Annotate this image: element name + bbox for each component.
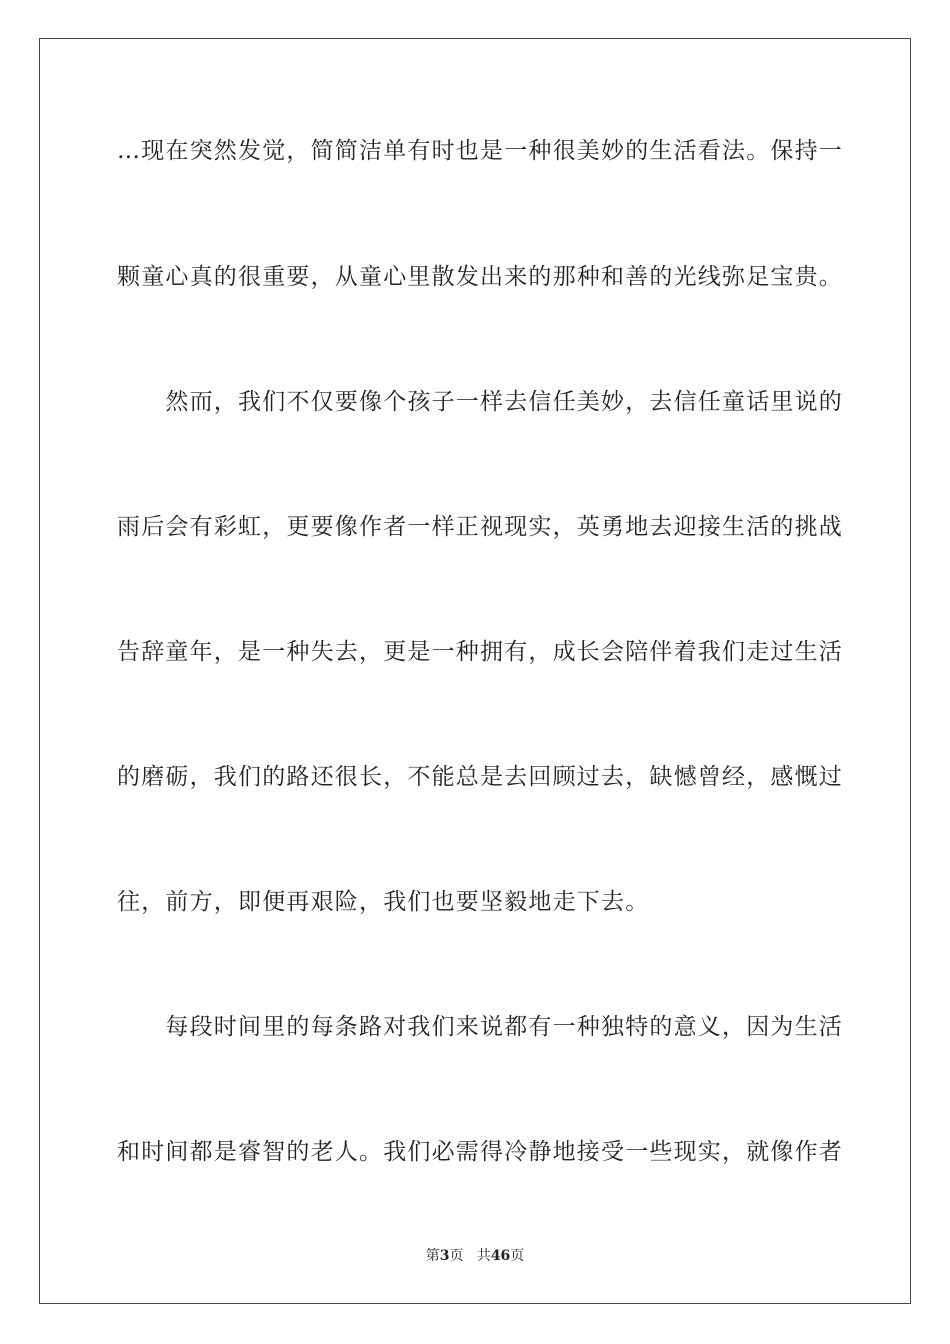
text-line-4: 雨后会有彩虹，更要像作者一样正视现实，英勇地去迎接生活的挑战 [117,514,843,540]
text-line-3: 然而，我们不仅要像个孩子一样去信任美妙，去信任童话里说的 [117,389,843,415]
text-line-7: 往，前方，即便再艰险，我们也要坚毅地走下去。 [117,889,650,915]
page-border [39,38,911,1304]
total-suffix: 页 [510,1248,525,1264]
text-line-9: 和时间都是睿智的老人。我们必需得冷静地接受一些现实，就像作者 [117,1139,843,1165]
page-prefix: 第 [425,1248,440,1264]
page-footer [0,1246,950,1266]
total-pages: 46 [490,1248,511,1264]
text-line-8: 每段时间里的每条路对我们来说都有一种独特的意义，因为生活 [117,1014,843,1040]
text-line-1: …现在突然发觉，简简洁单有时也是一种很美妙的生活看法。保持一 [117,138,843,164]
page-suffix: 页 [449,1248,464,1264]
text-line-2: 颗童心真的很重要，从童心里散发出来的那种和善的光线弥足宝贵。 [117,264,843,290]
text-line-5: 告辞童年，是一种失去，更是一种拥有，成长会陪伴着我们走过生活 [117,639,843,665]
page-number: 3 [439,1248,450,1264]
total-prefix: 共 [476,1248,491,1264]
text-line-6: 的磨砺，我们的路还很长，不能总是去回顾过去，缺憾曾经，感慨过 [117,764,843,790]
